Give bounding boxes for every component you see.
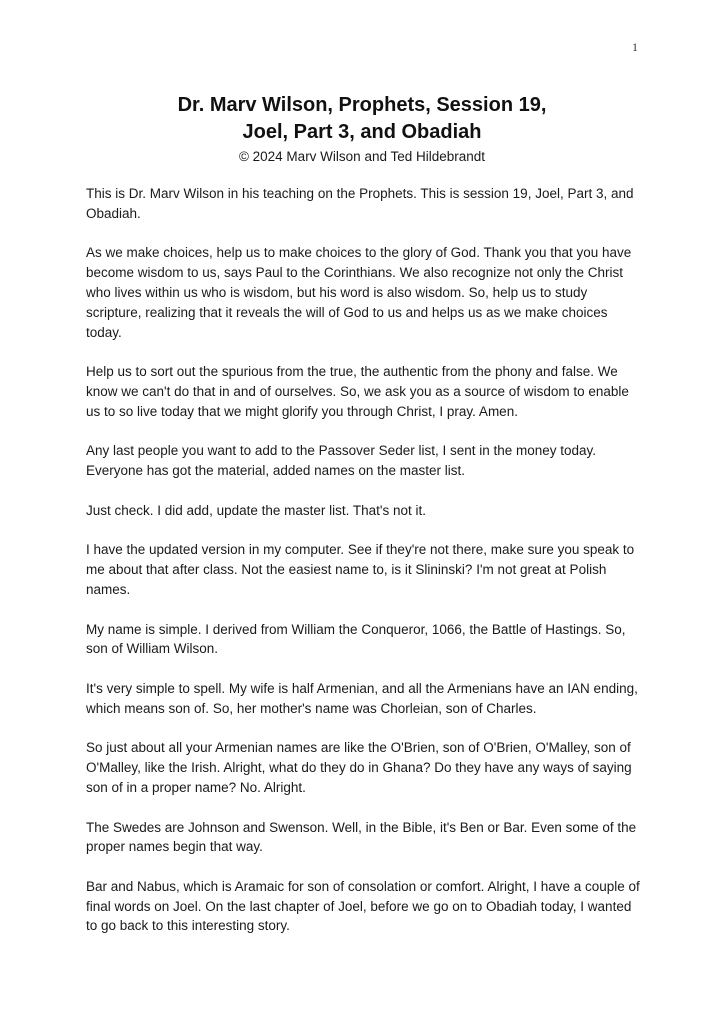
paragraph: Help us to sort out the spurious from the true, the authentic from the phony and false. We know we can't do that in and of ourselves. So, we ask you as a source of wisdom to enable us to so live today that we might glorify you through Christ, I pray. Amen. <box>86 364 629 419</box>
paragraph: Just check. I did add, update the master list. That's not it. <box>86 502 427 518</box>
page-number: 1 <box>632 40 638 54</box>
paragraph: This is Dr. Marv Wilson in his teaching on the Prophets. This is session 19, Joel, Part 3, and Obadiah. <box>86 186 634 221</box>
document-title-line-2: Joel, Part 3, and Obadiah <box>242 121 482 143</box>
copyright-notice: © 2024 Marv Wilson and Ted Hildebrandt <box>238 149 486 164</box>
paragraph: As we make choices, help us to make choices to the glory of God. Thank you that you have become wisdom to us, says Paul to the Corinthians. We also recognize not only the Christ who lives within us who is wisdom, but his word is also wisdom. So, help us to study scripture, realizing that it reveals the will of God to us and helps us as we make choices today. <box>86 245 632 340</box>
paragraph: It's very simple to spell. My wife is half Armenian, and all the Armenians have an IAN ending, which means son of. So, her mother's name was Chorleian, son of Charles. <box>86 680 638 716</box>
paragraph: My name is simple. I derived from William the Conqueror, 1066, the Battle of Hastings. So, son of William Wilson. <box>86 621 626 657</box>
paragraph: I have the updated version in my computer. See if they're not there, make sure you speak to me about that after class. Not the easiest name to, is it Slininski? I'm not great at Polish names. <box>86 542 635 597</box>
paragraph: The Swedes are Johnson and Swenson. Well, in the Bible, it's Ben or Bar. Even some of the proper names begin that way. <box>86 819 637 855</box>
transcript-body <box>86 184 642 956</box>
paragraph: Any last people you want to add to the Passover Seder list, I sent in the money today. Everyone has got the material, added names on the master list. <box>86 443 597 479</box>
document-title-line-1: Dr. Marv Wilson, Prophets, Session 19, <box>177 94 547 116</box>
paragraph: Bar and Nabus, which is Aramaic for son of consolation or comfort. Alright, I have a couple of final words on Joel. On the last chapter of Joel, before we go on to Obadiah today, I wanted to go back to this interesting story. <box>86 878 640 934</box>
document-header <box>0 92 724 167</box>
paragraph: So just about all your Armenian names are like the O'Brien, son of O'Brien, O'Malley, son of O'Malley, like the Irish. Alright, what do they do in Ghana? Do they have any ways of saying son of in a proper name? No. Alright. <box>86 740 632 795</box>
